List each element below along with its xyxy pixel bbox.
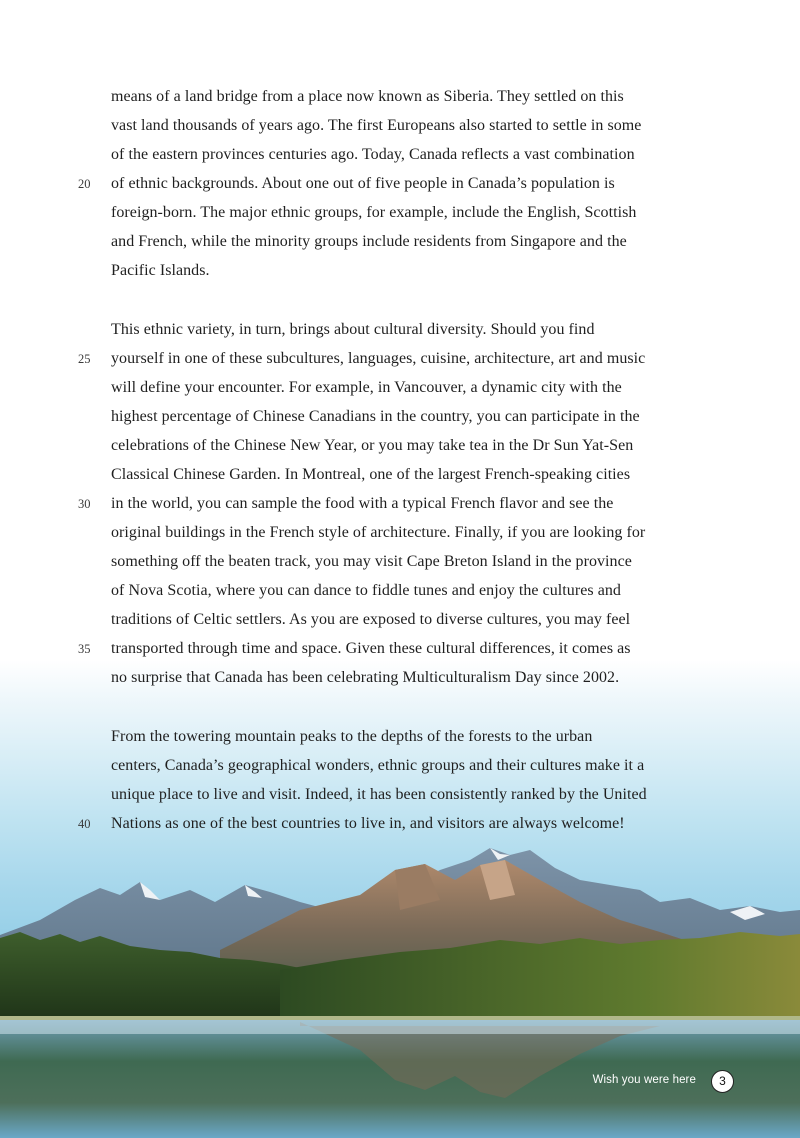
body-text-line: and French, while the minority groups include residents from Singapore and the xyxy=(111,233,627,250)
line-number: 35 xyxy=(78,642,91,656)
footer-caption: Wish you were here xyxy=(592,1074,696,1086)
line-number: 20 xyxy=(78,177,91,191)
body-text-line: transported through time and space. Given these cultural differences, it comes as xyxy=(111,640,631,657)
body-text-line: Pacific Islands. xyxy=(111,262,210,279)
body-text-line: of Nova Scotia, where you can dance to fiddle tunes and enjoy the cultures and xyxy=(111,582,621,599)
body-text-line: This ethnic variety, in turn, brings about cultural diversity. Should you find xyxy=(111,321,595,338)
body-text-line: foreign-born. The major ethnic groups, for example, include the English, Scottish xyxy=(111,204,637,221)
body-text-line: of the eastern provinces centuries ago. Today, Canada reflects a vast combination xyxy=(111,146,635,163)
line-number: 30 xyxy=(78,497,91,511)
body-text-line: vast land thousands of years ago. The first Europeans also started to settle in some xyxy=(111,117,642,134)
body-text-line: Nations as one of the best countries to live in, and visitors are always welcome! xyxy=(111,815,625,832)
line-number: 40 xyxy=(78,817,91,831)
body-text-line: something off the beaten track, you may visit Cape Breton Island in the province xyxy=(111,553,632,570)
body-text-line: From the towering mountain peaks to the depths of the forests to the urban xyxy=(111,728,593,745)
body-text-line: celebrations of the Chinese New Year, or you may take tea in the Dr Sun Yat-Sen xyxy=(111,437,634,454)
mountain-lake-illustration xyxy=(0,840,800,1138)
body-text-line: means of a land bridge from a place now known as Siberia. They settled on this xyxy=(111,88,624,105)
body-text-line: traditions of Celtic settlers. As you are exposed to diverse cultures, you may feel xyxy=(111,611,631,628)
body-text-line: unique place to live and visit. Indeed, it has been consistently ranked by the United xyxy=(111,786,647,803)
body-text-line: will define your encounter. For example, in Vancouver, a dynamic city with the xyxy=(111,379,622,396)
body-text-line: no surprise that Canada has been celebrating Multiculturalism Day since 2002. xyxy=(111,669,620,686)
page-number-badge: 3 xyxy=(711,1070,734,1093)
body-text-line: yourself in one of these subcultures, languages, cuisine, architecture, art and music xyxy=(111,350,646,367)
body-text-line: in the world, you can sample the food with a typical French flavor and see the xyxy=(111,495,614,512)
body-text-line: highest percentage of Chinese Canadians in the country, you can participate in the xyxy=(111,408,640,425)
body-text-line: centers, Canada’s geographical wonders, ethnic groups and their cultures make it a xyxy=(111,757,645,774)
body-text-line: original buildings in the French style of architecture. Finally, if you are looking for xyxy=(111,524,646,541)
line-number: 25 xyxy=(78,352,91,366)
body-text-line: of ethnic backgrounds. About one out of five people in Canada’s population is xyxy=(111,175,615,192)
body-text-line: Classical Chinese Garden. In Montreal, one of the largest French-speaking cities xyxy=(111,466,631,483)
